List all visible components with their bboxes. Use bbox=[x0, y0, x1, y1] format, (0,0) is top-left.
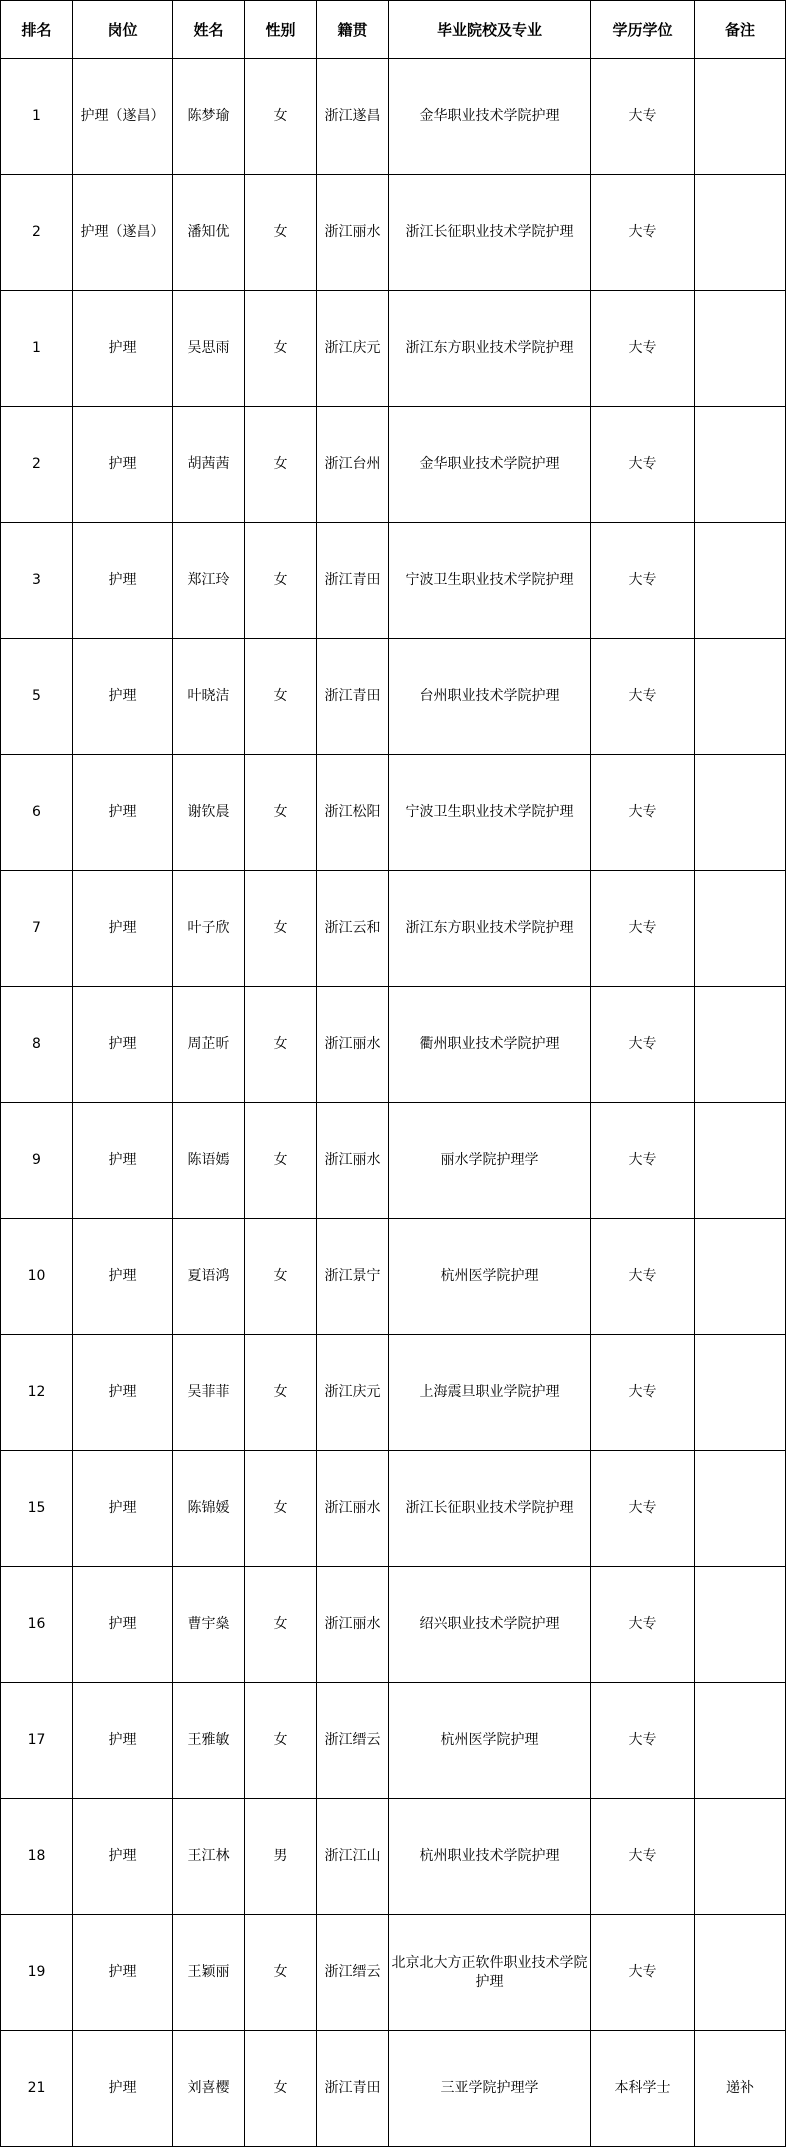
cell-rank: 5 bbox=[1, 639, 73, 755]
cell-position: 护理 bbox=[73, 1567, 173, 1683]
cell-gender: 女 bbox=[245, 1567, 317, 1683]
cell-name: 叶子欣 bbox=[173, 871, 245, 987]
cell-school: 浙江长征职业技术学院护理 bbox=[389, 175, 591, 291]
cell-position: 护理（遂昌） bbox=[73, 175, 173, 291]
header-row bbox=[1, 1, 786, 59]
cell-position: 护理 bbox=[73, 639, 173, 755]
cell-gender: 女 bbox=[245, 1915, 317, 2031]
table-row bbox=[1, 59, 786, 175]
cell-degree: 大专 bbox=[591, 1683, 695, 1799]
cell-name: 陈语嫣 bbox=[173, 1103, 245, 1219]
cell-note bbox=[695, 987, 786, 1103]
cell-position: 护理 bbox=[73, 987, 173, 1103]
cell-school: 杭州医学院护理 bbox=[389, 1219, 591, 1335]
cell-origin: 浙江丽水 bbox=[317, 1567, 389, 1683]
cell-gender: 女 bbox=[245, 871, 317, 987]
header-origin: 籍贯 bbox=[317, 1, 389, 59]
cell-name: 王雅敏 bbox=[173, 1683, 245, 1799]
cell-position: 护理 bbox=[73, 755, 173, 871]
cell-school: 绍兴职业技术学院护理 bbox=[389, 1567, 591, 1683]
cell-school: 浙江长征职业技术学院护理 bbox=[389, 1451, 591, 1567]
header-degree: 学历学位 bbox=[591, 1, 695, 59]
cell-rank: 19 bbox=[1, 1915, 73, 2031]
cell-origin: 浙江丽水 bbox=[317, 1451, 389, 1567]
cell-position: 护理 bbox=[73, 1683, 173, 1799]
cell-gender: 女 bbox=[245, 1219, 317, 1335]
cell-gender: 女 bbox=[245, 59, 317, 175]
table-row bbox=[1, 1915, 786, 2031]
cell-school: 衢州职业技术学院护理 bbox=[389, 987, 591, 1103]
table-row bbox=[1, 2031, 786, 2147]
cell-name: 王江林 bbox=[173, 1799, 245, 1915]
cell-school: 上海震旦职业学院护理 bbox=[389, 1335, 591, 1451]
cell-note bbox=[695, 523, 786, 639]
header-name: 姓名 bbox=[173, 1, 245, 59]
cell-note bbox=[695, 1335, 786, 1451]
cell-degree: 大专 bbox=[591, 1219, 695, 1335]
cell-degree: 大专 bbox=[591, 1335, 695, 1451]
cell-origin: 浙江丽水 bbox=[317, 987, 389, 1103]
cell-origin: 浙江青田 bbox=[317, 639, 389, 755]
cell-gender: 女 bbox=[245, 1451, 317, 1567]
cell-note bbox=[695, 1683, 786, 1799]
cell-origin: 浙江缙云 bbox=[317, 1915, 389, 2031]
cell-origin: 浙江庆元 bbox=[317, 1335, 389, 1451]
table-row bbox=[1, 639, 786, 755]
cell-rank: 17 bbox=[1, 1683, 73, 1799]
cell-position: 护理 bbox=[73, 2031, 173, 2147]
cell-school: 浙江东方职业技术学院护理 bbox=[389, 291, 591, 407]
table-row bbox=[1, 987, 786, 1103]
cell-name: 陈锦媛 bbox=[173, 1451, 245, 1567]
cell-gender: 男 bbox=[245, 1799, 317, 1915]
cell-position: 护理 bbox=[73, 1451, 173, 1567]
cell-school: 丽水学院护理学 bbox=[389, 1103, 591, 1219]
header-rank: 排名 bbox=[1, 1, 73, 59]
header-gender: 性别 bbox=[245, 1, 317, 59]
cell-gender: 女 bbox=[245, 291, 317, 407]
cell-origin: 浙江缙云 bbox=[317, 1683, 389, 1799]
cell-note bbox=[695, 871, 786, 987]
cell-note bbox=[695, 755, 786, 871]
cell-rank: 1 bbox=[1, 291, 73, 407]
cell-degree: 大专 bbox=[591, 755, 695, 871]
cell-note bbox=[695, 175, 786, 291]
cell-rank: 15 bbox=[1, 1451, 73, 1567]
cell-position: 护理 bbox=[73, 1219, 173, 1335]
cell-degree: 大专 bbox=[591, 291, 695, 407]
table-row bbox=[1, 407, 786, 523]
table-row bbox=[1, 523, 786, 639]
cell-gender: 女 bbox=[245, 1103, 317, 1219]
cell-rank: 12 bbox=[1, 1335, 73, 1451]
cell-name: 夏语鸿 bbox=[173, 1219, 245, 1335]
cell-note bbox=[695, 407, 786, 523]
cell-name: 叶晓洁 bbox=[173, 639, 245, 755]
cell-name: 王颖丽 bbox=[173, 1915, 245, 2031]
cell-gender: 女 bbox=[245, 1335, 317, 1451]
table-row bbox=[1, 1103, 786, 1219]
cell-degree: 大专 bbox=[591, 523, 695, 639]
cell-name: 吴菲菲 bbox=[173, 1335, 245, 1451]
cell-origin: 浙江丽水 bbox=[317, 175, 389, 291]
table-row bbox=[1, 1451, 786, 1567]
cell-name: 周芷昕 bbox=[173, 987, 245, 1103]
cell-origin: 浙江青田 bbox=[317, 523, 389, 639]
cell-note bbox=[695, 59, 786, 175]
header-school: 毕业院校及专业 bbox=[389, 1, 591, 59]
cell-degree: 大专 bbox=[591, 1567, 695, 1683]
cell-rank: 10 bbox=[1, 1219, 73, 1335]
cell-school: 宁波卫生职业技术学院护理 bbox=[389, 523, 591, 639]
cell-degree: 大专 bbox=[591, 1103, 695, 1219]
cell-note bbox=[695, 1219, 786, 1335]
cell-school: 宁波卫生职业技术学院护理 bbox=[389, 755, 591, 871]
cell-gender: 女 bbox=[245, 1683, 317, 1799]
cell-origin: 浙江丽水 bbox=[317, 1103, 389, 1219]
cell-rank: 16 bbox=[1, 1567, 73, 1683]
cell-degree: 本科学士 bbox=[591, 2031, 695, 2147]
cell-position: 护理 bbox=[73, 291, 173, 407]
cell-name: 胡茜茜 bbox=[173, 407, 245, 523]
cell-degree: 大专 bbox=[591, 871, 695, 987]
table-row bbox=[1, 1799, 786, 1915]
cell-gender: 女 bbox=[245, 987, 317, 1103]
cell-name: 刘喜樱 bbox=[173, 2031, 245, 2147]
cell-degree: 大专 bbox=[591, 639, 695, 755]
header-note: 备注 bbox=[695, 1, 786, 59]
cell-name: 吴思雨 bbox=[173, 291, 245, 407]
table-row bbox=[1, 1219, 786, 1335]
cell-note bbox=[695, 1799, 786, 1915]
cell-degree: 大专 bbox=[591, 175, 695, 291]
table-body bbox=[1, 59, 786, 2147]
cell-note bbox=[695, 1915, 786, 2031]
cell-school: 三亚学院护理学 bbox=[389, 2031, 591, 2147]
cell-note bbox=[695, 1567, 786, 1683]
cell-origin: 浙江庆元 bbox=[317, 291, 389, 407]
cell-rank: 6 bbox=[1, 755, 73, 871]
cell-position: 护理 bbox=[73, 1335, 173, 1451]
cell-gender: 女 bbox=[245, 2031, 317, 2147]
cell-school: 台州职业技术学院护理 bbox=[389, 639, 591, 755]
table-row bbox=[1, 755, 786, 871]
cell-school: 北京北大方正软件职业技术学院护理 bbox=[389, 1915, 591, 2031]
cell-origin: 浙江台州 bbox=[317, 407, 389, 523]
cell-gender: 女 bbox=[245, 755, 317, 871]
cell-degree: 大专 bbox=[591, 1915, 695, 2031]
cell-rank: 7 bbox=[1, 871, 73, 987]
cell-school: 杭州医学院护理 bbox=[389, 1683, 591, 1799]
cell-degree: 大专 bbox=[591, 59, 695, 175]
cell-school: 金华职业技术学院护理 bbox=[389, 407, 591, 523]
cell-rank: 3 bbox=[1, 523, 73, 639]
cell-note bbox=[695, 1103, 786, 1219]
header-position: 岗位 bbox=[73, 1, 173, 59]
table-row bbox=[1, 291, 786, 407]
cell-origin: 浙江青田 bbox=[317, 2031, 389, 2147]
cell-origin: 浙江遂昌 bbox=[317, 59, 389, 175]
cell-origin: 浙江云和 bbox=[317, 871, 389, 987]
table-row bbox=[1, 175, 786, 291]
table-row bbox=[1, 1567, 786, 1683]
cell-position: 护理 bbox=[73, 523, 173, 639]
cell-rank: 1 bbox=[1, 59, 73, 175]
table-row bbox=[1, 871, 786, 987]
cell-origin: 浙江景宁 bbox=[317, 1219, 389, 1335]
cell-position: 护理 bbox=[73, 1799, 173, 1915]
cell-position: 护理 bbox=[73, 1915, 173, 2031]
cell-gender: 女 bbox=[245, 639, 317, 755]
cell-position: 护理 bbox=[73, 1103, 173, 1219]
cell-position: 护理（遂昌） bbox=[73, 59, 173, 175]
cell-degree: 大专 bbox=[591, 1799, 695, 1915]
cell-origin: 浙江松阳 bbox=[317, 755, 389, 871]
cell-note bbox=[695, 639, 786, 755]
cell-name: 陈梦瑜 bbox=[173, 59, 245, 175]
cell-degree: 大专 bbox=[591, 407, 695, 523]
cell-gender: 女 bbox=[245, 175, 317, 291]
cell-name: 郑江玲 bbox=[173, 523, 245, 639]
cell-rank: 21 bbox=[1, 2031, 73, 2147]
cell-school: 金华职业技术学院护理 bbox=[389, 59, 591, 175]
cell-note: 递补 bbox=[695, 2031, 786, 2147]
cell-degree: 大专 bbox=[591, 987, 695, 1103]
cell-rank: 18 bbox=[1, 1799, 73, 1915]
cell-rank: 8 bbox=[1, 987, 73, 1103]
cell-rank: 2 bbox=[1, 175, 73, 291]
cell-position: 护理 bbox=[73, 871, 173, 987]
table-row bbox=[1, 1683, 786, 1799]
cell-note bbox=[695, 1451, 786, 1567]
table-row bbox=[1, 1335, 786, 1451]
cell-degree: 大专 bbox=[591, 1451, 695, 1567]
cell-school: 浙江东方职业技术学院护理 bbox=[389, 871, 591, 987]
cell-rank: 9 bbox=[1, 1103, 73, 1219]
cell-rank: 2 bbox=[1, 407, 73, 523]
cell-name: 曹宇燊 bbox=[173, 1567, 245, 1683]
cell-note bbox=[695, 291, 786, 407]
cell-school: 杭州职业技术学院护理 bbox=[389, 1799, 591, 1915]
cell-gender: 女 bbox=[245, 523, 317, 639]
cell-gender: 女 bbox=[245, 407, 317, 523]
cell-name: 谢钦晨 bbox=[173, 755, 245, 871]
cell-position: 护理 bbox=[73, 407, 173, 523]
cell-name: 潘知优 bbox=[173, 175, 245, 291]
cell-origin: 浙江江山 bbox=[317, 1799, 389, 1915]
